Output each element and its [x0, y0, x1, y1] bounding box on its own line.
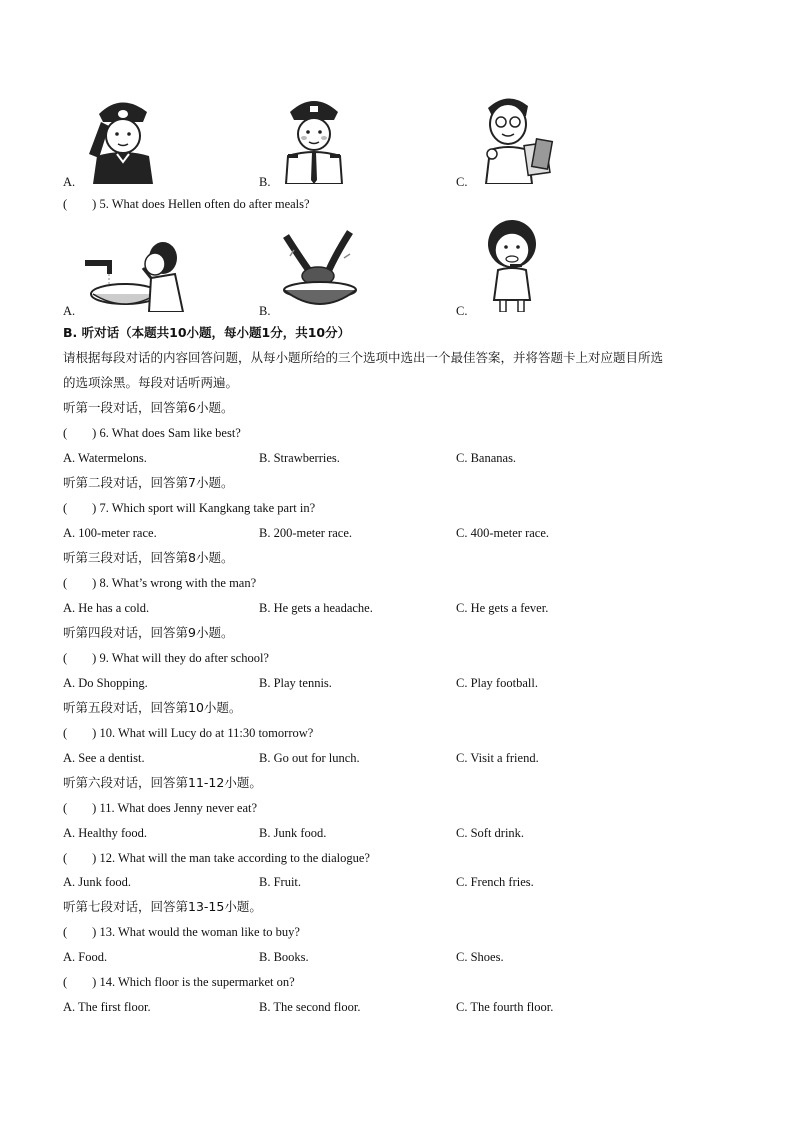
police-officer-saluting-image — [85, 92, 157, 184]
section-b-title: B. 听对话（本题共10小题，每小题1分，共10分） — [63, 325, 351, 340]
answer-parentheses[interactable]: ( ) — [63, 925, 97, 939]
group-heading: 听第七段对话，回答第13-15小题。 — [63, 899, 262, 914]
answer-parentheses[interactable]: ( ) — [63, 975, 97, 989]
group-heading: 听第六段对话，回答第11-12小题。 — [63, 775, 262, 790]
option-b: B. He gets a headache. — [259, 601, 373, 615]
group-heading: 听第二段对话，回答第7小题。 — [63, 475, 234, 490]
option-a: A. 100-meter race. — [63, 526, 157, 540]
option-c: C. Shoes. — [456, 950, 504, 964]
option-a: A. Food. — [63, 950, 108, 964]
option-c: C. 400-meter race. — [456, 526, 550, 540]
option-label-a: A. — [63, 175, 76, 189]
question-text: 9. What will they do after school? — [99, 651, 269, 665]
option-b: B. 200-meter race. — [259, 526, 353, 540]
option-a: A. Watermelons. — [63, 451, 147, 465]
question-5 — [63, 196, 310, 212]
question-10 — [63, 725, 313, 741]
pilot-in-uniform-image — [282, 92, 346, 184]
question-text: 8. What’s wrong with the man? — [99, 576, 257, 590]
answer-parentheses[interactable]: ( ) — [63, 197, 97, 211]
question-text: 10. What will Lucy do at 11:30 tomorrow? — [99, 726, 314, 740]
question-7 — [63, 500, 315, 516]
option-b: B. Strawberries. — [259, 451, 340, 465]
option-b: B. Books. — [259, 950, 309, 964]
option-c: C. The fourth floor. — [456, 1000, 554, 1014]
option-c: C. Play football. — [456, 676, 538, 690]
question-text: 7. Which sport will Kangkang take part in? — [99, 501, 316, 515]
option-a: A. Junk food. — [63, 875, 132, 889]
question-6 — [63, 425, 241, 441]
answer-parentheses[interactable]: ( ) — [63, 651, 97, 665]
question-14 — [63, 974, 295, 990]
option-label-a: A. — [63, 304, 76, 318]
answer-parentheses[interactable]: ( ) — [63, 851, 97, 865]
question-8 — [63, 575, 256, 591]
answer-parentheses[interactable]: ( ) — [63, 801, 97, 815]
option-c: C. He gets a fever. — [456, 601, 549, 615]
option-label-c: C. — [456, 175, 468, 189]
option-a: A. He has a cold. — [63, 601, 150, 615]
group-heading: 听第五段对话，回答第10小题。 — [63, 700, 242, 715]
option-b: B. Play tennis. — [259, 676, 332, 690]
answer-parentheses[interactable]: ( ) — [63, 726, 97, 740]
answer-parentheses[interactable]: ( ) — [63, 426, 97, 440]
answer-parentheses[interactable]: ( ) — [63, 501, 97, 515]
question-13 — [63, 924, 300, 940]
question-text: 14. Which floor is the supermarket on? — [99, 975, 295, 989]
option-a: A. See a dentist. — [63, 751, 145, 765]
option-label-b: B. — [259, 175, 271, 189]
question-text: 5. What does Hellen often do after meals? — [99, 197, 310, 211]
washing-hands-in-basin-image — [280, 228, 360, 310]
question-text: 12. What will the man take according to the dialogue? — [99, 851, 370, 865]
option-label-c: C. — [456, 304, 468, 318]
answer-parentheses[interactable]: ( ) — [63, 576, 97, 590]
question-text: 6. What does Sam like best? — [99, 426, 241, 440]
option-label-b: B. — [259, 304, 271, 318]
option-c: C. Soft drink. — [456, 826, 525, 840]
group-heading: 听第四段对话，回答第9小题。 — [63, 625, 234, 640]
question-text: 13. What would the woman like to buy? — [99, 925, 300, 939]
question-11 — [63, 800, 257, 816]
option-a: A. The first floor. — [63, 1000, 151, 1014]
option-c: C. Visit a friend. — [456, 751, 539, 765]
option-a: A. Do Shopping. — [63, 676, 148, 690]
question-12 — [63, 850, 370, 866]
option-b: B. Fruit. — [259, 875, 302, 889]
girl-washing-face-image — [85, 234, 185, 312]
option-b: B. Junk food. — [259, 826, 327, 840]
teacher-with-books-image — [478, 90, 558, 184]
group-heading: 听第三段对话，回答第8小题。 — [63, 550, 234, 565]
section-b-instruction-line-2: 的选项涂黑。每段对话听两遍。 — [63, 375, 239, 390]
option-b: B. The second floor. — [259, 1000, 361, 1014]
question-9 — [63, 650, 269, 666]
section-b-instruction-line-1: 请根据每段对话的内容回答问题，从每小题所给的三个选项中选出一个最佳答案，并将答题卡上对应题目所选 — [63, 350, 664, 365]
girl-brushing-teeth-image — [482, 218, 542, 312]
option-b: B. Go out for lunch. — [259, 751, 360, 765]
option-a: A. Healthy food. — [63, 826, 148, 840]
option-c: C. French fries. — [456, 875, 534, 889]
group-heading: 听第一段对话，回答第6小题。 — [63, 400, 234, 415]
option-c: C. Bananas. — [456, 451, 517, 465]
question-text: 11. What does Jenny never eat? — [99, 801, 258, 815]
